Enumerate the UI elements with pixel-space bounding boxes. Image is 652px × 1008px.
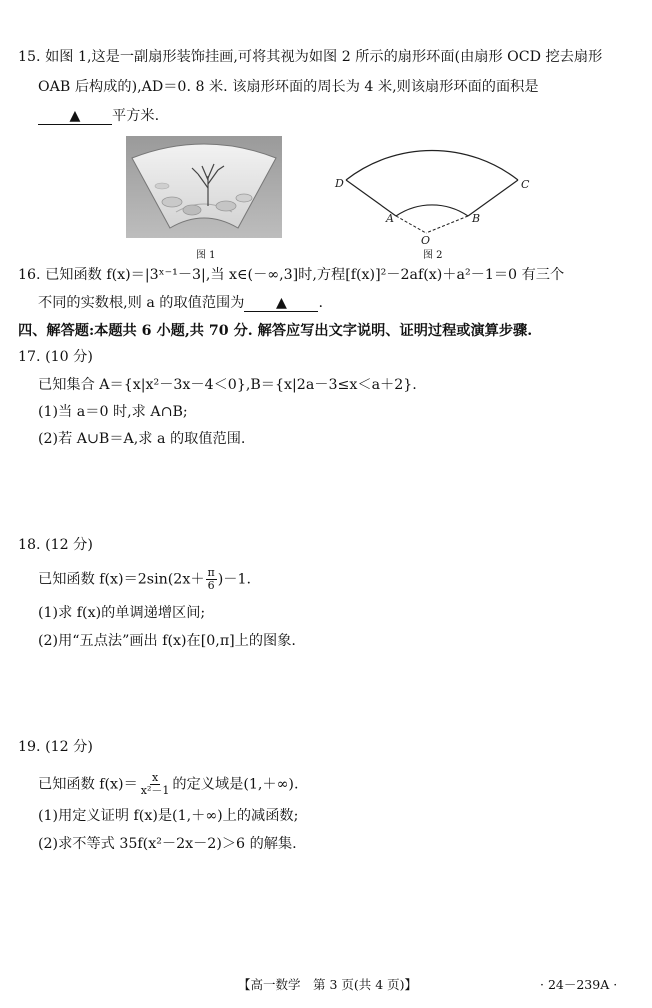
q16-period: . <box>318 295 323 311</box>
q15-tail: 平方米. <box>112 108 160 124</box>
point-D-label: D <box>335 177 344 190</box>
q19-stem-pre: 已知函数 f(x)＝ <box>38 776 138 793</box>
figure-1-fan-painting <box>126 136 282 238</box>
q19-frac-numerator: x <box>151 771 159 784</box>
q18-stem-post: )－1. <box>217 571 252 588</box>
q18-frac-denominator: 6 <box>207 579 215 592</box>
segment-CB <box>468 180 518 216</box>
q15-answer-blank: ▲ <box>38 108 112 125</box>
dashed-AO <box>396 216 426 233</box>
figure-2-caption: 图 2 <box>423 250 443 261</box>
q17-part1: (1)当 a＝0 时,求 A∩B; <box>38 404 188 420</box>
figure-2-annular-sector <box>332 122 532 250</box>
q19-part2: (2)求不等式 35f(x²－2x－2)＞6 的解集. <box>38 836 297 852</box>
q19-fraction <box>139 772 172 797</box>
q18-stem <box>38 567 251 592</box>
q19-stem-post: 的定义域是(1,＋∞). <box>172 776 299 793</box>
q15-line3 <box>38 106 159 126</box>
inner-arc-AB <box>396 205 468 216</box>
q19-header: 19. (12 分) <box>18 739 93 755</box>
q17-part2: (2)若 A∪B＝A,求 a 的取值范围. <box>38 431 246 447</box>
q18-fraction <box>206 567 217 592</box>
q17-header: 17. (10 分) <box>18 349 93 365</box>
point-B-label: B <box>472 212 481 225</box>
q15-line1: 15. 如图 1,这是一副扇形装饰挂画,可将其视为如图 2 所示的扇形环面(由扇形 OCD 挖去扇形 <box>18 49 603 65</box>
q18-part1: (1)求 f(x)的单调递增区间; <box>38 605 206 621</box>
q16-answer-blank: ▲ <box>244 295 318 312</box>
footer-page-info: 【高一数学 第 3 页(共 4 页)】 <box>238 977 418 992</box>
q18-stem-pre: 已知函数 f(x)＝2sin(2x＋ <box>38 571 205 588</box>
point-C-label: C <box>521 178 530 191</box>
figure-1-caption: 图 1 <box>196 250 216 261</box>
q19-frac-denominator: x²－1 <box>140 784 170 797</box>
q17-stem: 已知集合 A＝{x|x²－3x－4＜0},B＝{x|2a－3≤x＜a＋2}. <box>38 377 417 393</box>
segment-DA <box>346 180 396 216</box>
q18-part2: (2)用“五点法”画出 f(x)在[0,π]上的图象. <box>38 633 296 649</box>
dashed-BO <box>426 216 468 233</box>
q15-line2: OAB 后构成的),AD＝0. 8 米. 该扇形环面的周长为 4 米,则该扇形环面的面积是 <box>38 79 539 95</box>
point-O-label: O <box>421 234 431 247</box>
q16-line2-text: 不同的实数根,则 a 的取值范围为 <box>38 295 245 311</box>
section-4-heading: 四、解答题:本题共 6 小题,共 70 分. 解答应写出文字说明、证明过程或演算步骤. <box>18 323 533 339</box>
q18-frac-numerator: π <box>207 566 215 579</box>
q19-stem <box>38 772 298 797</box>
outer-arc-DC <box>346 150 518 180</box>
q18-header: 18. (12 分) <box>18 537 93 553</box>
q19-part1: (1)用定义证明 f(x)是(1,＋∞)上的减函数; <box>38 808 299 824</box>
q16-line2 <box>38 293 323 313</box>
footer-code: · 24－239A · <box>540 977 618 992</box>
q16-line1: 16. 已知函数 f(x)＝|3ˣ⁻¹－3|,当 x∈(－∞,3]时,方程[f(x)]²－2af(x)＋a²－1＝0 有三个 <box>18 267 565 283</box>
point-A-label: A <box>386 212 394 225</box>
